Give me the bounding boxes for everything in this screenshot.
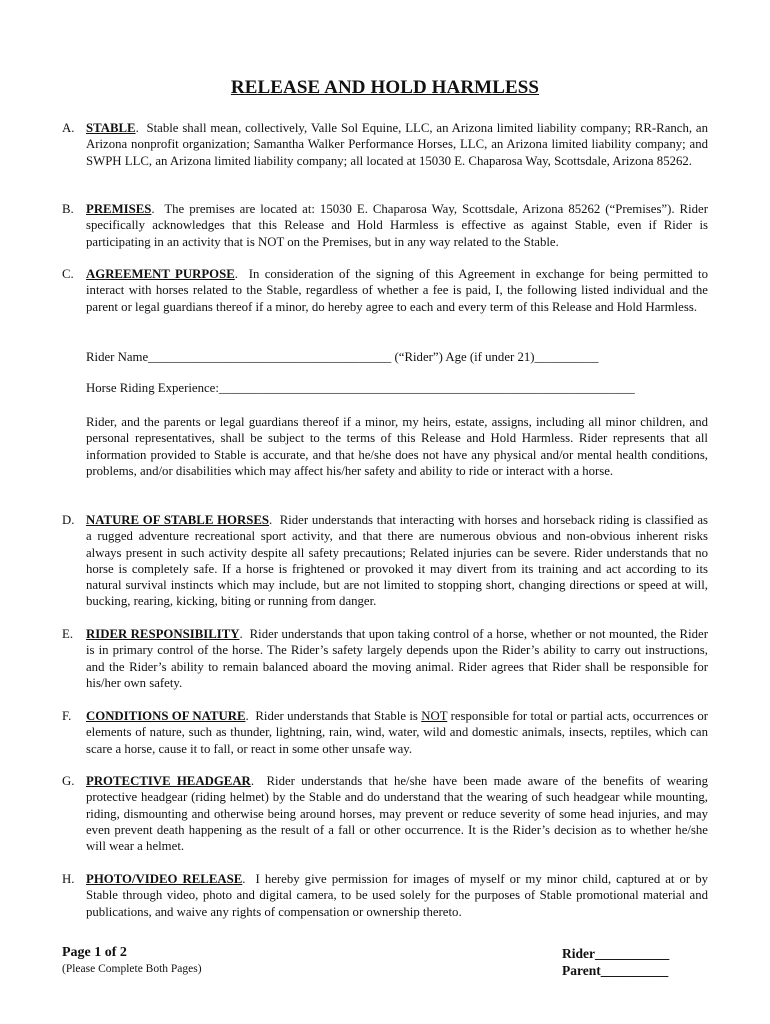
section-letter: A.: [62, 121, 75, 135]
section-heading: CONDITIONS OF NATURE: [86, 709, 246, 723]
section-stable: A. STABLE. Stable shall mean, collectively, Valle Sol Equine, LLC, an Arizona limited liability company; RR-Ranch, an Arizona nonprofit organization; Samantha Walker Performance Horses, LLC, an Arizona limited liability company; and SWPH LLC, an Arizona limited liability company; all located at 15030 E. Chaparosa Way, Scottsdale, Arizona 85262.: [62, 121, 708, 168]
section-text: In consideration of the signing of this Agreement in exchange for being permitted to interact with horses related to the Stable, regardless of whether a fee is paid, I, the following listed individual and the parent or legal guardians thereof if a minor, do hereby agree to each and every term of this Release and Hold Harmless.: [86, 267, 708, 314]
section-text: The premises are located at: 15030 E. Chaparosa Way, Scottsdale, Arizona 85262 (“Premises”). Rider specifically acknowledges that this Release and Hold Harmless is effective as against Stable, even if Rider is participating in an activity that is NOT on the Premises, but in any way related to the Stable.: [86, 202, 708, 249]
riding-experience-field[interactable]: Horse Riding Experience:_________________________________________________________________: [86, 381, 635, 395]
section-heading: RIDER RESPONSIBILITY: [86, 627, 240, 641]
section-text: Rider understands that upon taking control of a horse, whether or not mounted, the Rider is in primary control of the horse. The Rider’s safety largely depends upon the Rider’s ability to carry out instructions, and the Rider’s ability to remain balanced aboard the moving animal. Rider agrees that Rider shall be responsible for his/her own safety.: [86, 627, 708, 690]
section-heading: AGREEMENT PURPOSE: [86, 267, 235, 281]
page-number: Page 1 of 2: [62, 945, 127, 960]
section-text: Rider understands that he/she have been made aware of the benefits of wearing protective headgear (riding helmet) by the Stable and do understand that the wearing of such headgear while mounting, riding, dismounting and otherwise being around horses, may prevent or reduce severity of some head injuries, and may even prevent death happening as the result of a fall or other occurrence. It is the Rider’s decision as to whether he/she will wear a helmet.: [86, 774, 708, 854]
section-letter: D.: [62, 513, 75, 527]
rider-initials-field[interactable]: Rider___________: [562, 946, 670, 961]
section-letter: F.: [62, 709, 72, 723]
section-conditions-of-nature: F. CONDITIONS OF NATURE. Rider understands that Stable is NOT responsible for total or partial acts, occurrences or elements of nature, such as thunder, lightning, rain, wind, water, wild and domestic animals, insects, reptiles, which can scare a horse, cause it to fall, or react in some other unsafe way.: [62, 709, 708, 756]
section-text: I hereby give permission for images of myself or my minor child, captured at or by Stable through video, photo and digital camera, to be used solely for the purposes of Stable promotional material and publications, and waive any rights of compensation or ownership thereto.: [86, 872, 708, 919]
section-heading: PHOTO/VIDEO RELEASE: [86, 872, 243, 886]
initials-block: [562, 945, 669, 979]
section-letter: E.: [62, 627, 74, 641]
section-letter: G.: [62, 774, 75, 788]
emphasis-not: NOT: [421, 709, 448, 723]
section-heading: PREMISES: [86, 202, 152, 216]
section-photo-video-release: H. PHOTO/VIDEO RELEASE. I hereby give permission for images of myself or my minor child, captured at or by Stable through video, photo and digital camera, to be used solely for the purposes of Stable promotional material and publications, and waive any rights of compensation or ownership thereto.: [62, 872, 708, 919]
section-heading: STABLE: [86, 121, 136, 135]
completion-note: (Please Complete Both Pages): [62, 963, 202, 975]
section-text: Rider understands that interacting with horses and horseback riding is classified as a rugged adventure recreational sport activity, and that there are numerous obvious and non-obvious inherent risks always present in such activity despite all safety precautions; Related injuries can be severe. Rider understands that no horse is completely safe. If a horse is frightened or provoked it may divert from its training and act according to its natural survival instincts which may include, but are not limited to stopping short, changing directions or speed at will, bucking, rearing, kicking, biting or running from danger.: [86, 513, 708, 609]
section-text: Rider understands that Stable is: [255, 709, 422, 723]
section-premises: B. PREMISES. The premises are located at: 15030 E. Chaparosa Way, Scottsdale, Arizona 85262 (“Premises”). Rider specifically acknowledges that this Release and Hold Harmless is effective as against Stable, even if Rider is participating in an activity that is NOT on the Premises, but in any way related to the Stable.: [62, 202, 708, 249]
page-footer: [62, 945, 202, 975]
section-agreement-purpose: C. AGREEMENT PURPOSE. In consideration of the signing of this Agreement in exchange for being permitted to interact with horses related to the Stable, regardless of whether a fee is paid, I, the following listed individual and the parent or legal guardians thereof if a minor, do hereby agree to each and every term of this Release and Hold Harmless.: [62, 267, 708, 314]
section-letter: C.: [62, 267, 74, 281]
section-text: Stable shall mean, collectively, Valle Sol Equine, LLC, an Arizona limited liability company; RR-Ranch, an Arizona nonprofit organization; Samantha Walker Performance Horses, LLC, an Arizona limited liability company; and SWPH LLC, an Arizona limited liability company; all located at 15030 E. Chaparosa Way, Scottsdale, Arizona 85262.: [86, 121, 708, 168]
parent-initials-field[interactable]: Parent__________: [562, 963, 669, 978]
section-text-continued: responsible for total or partial acts, occurrences or elements of nature, such as thunder, lightning, rain, wind, water, wild and domestic animals, insects, reptiles, which can scare a horse, cause it to fall, or react in some other unsafe way.: [86, 709, 708, 756]
document-title: RELEASE AND HOLD HARMLESS: [230, 77, 540, 98]
section-protective-headgear: G. PROTECTIVE HEADGEAR. Rider understands that he/she have been made aware of the benefits of wearing protective headgear (riding helmet) by the Stable and do understand that the wearing of such headgear while mounting, riding, dismounting and otherwise being around horses, may prevent or reduce severity of some head injuries, and may even prevent death happening as the result of a fall or other occurrence. It is the Rider’s decision as to whether he/she will wear a helmet.: [62, 774, 708, 854]
section-letter: B.: [62, 202, 74, 216]
section-nature-of-stable-horses: D. NATURE OF STABLE HORSES. Rider understands that interacting with horses and horseback riding is classified as a rugged adventure recreational sport activity, and that there are numerous obvious and non-obvious inherent risks always present in such activity despite all safety precautions; Related injuries can be severe. Rider understands that no horse is completely safe. If a horse is frightened or provoked it may divert from its training and act according to its natural survival instincts which may include, but are not limited to stopping short, changing directions or speed at will, bucking, rearing, kicking, biting or running from danger.: [62, 513, 708, 609]
section-letter: H.: [62, 872, 75, 886]
rider-name-field[interactable]: Rider Name______________________________________ (“Rider”) Age (if under 21)__________: [86, 350, 599, 364]
section-rider-responsibility: E. RIDER RESPONSIBILITY. Rider understands that upon taking control of a horse, whether or not mounted, the Rider is in primary control of the horse. The Rider’s safety largely depends upon the Rider’s ability to carry out instructions, and the Rider’s ability to remain balanced aboard the moving animal. Rider agrees that Rider shall be responsible for his/her own safety.: [62, 627, 708, 690]
section-heading: PROTECTIVE HEADGEAR: [86, 774, 251, 788]
section-heading: NATURE OF STABLE HORSES: [86, 513, 270, 527]
rider-representation-paragraph: Rider, and the parents or legal guardians thereof if a minor, my heirs, estate, assigns, including all minor children, and personal representatives, shall be subject to the terms of this Release and Hold Harmless. Rider represents that all information provided to Stable is accurate, and that he/she does not have any physical and/or mental health conditions, problems, and/or disabilities which may affect his/her safety and ability to ride or interact with a horse.: [86, 415, 708, 478]
